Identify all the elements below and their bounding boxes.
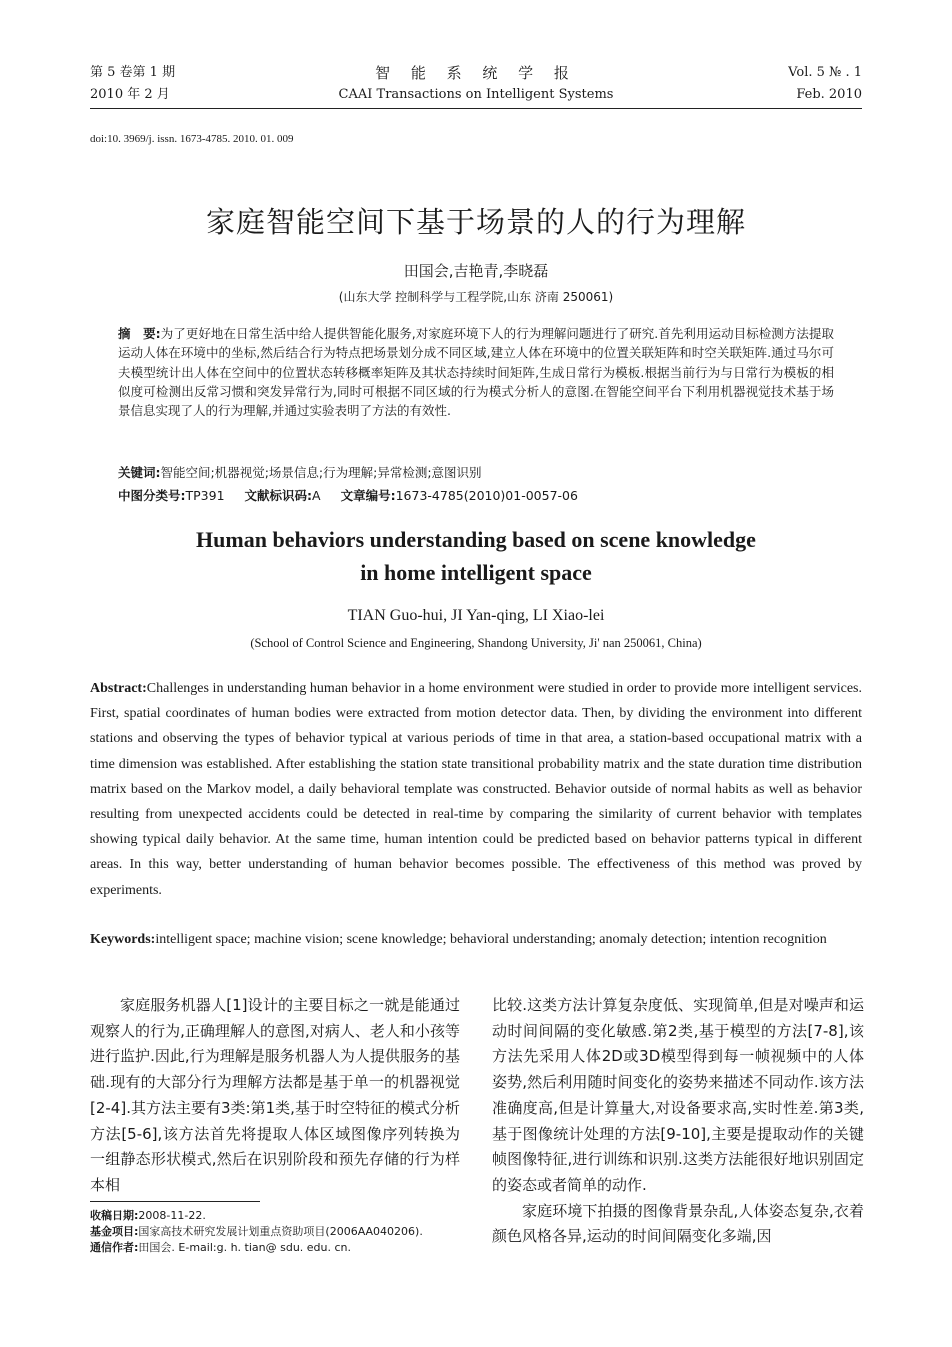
volume-en: Vol. 5 № . 1 xyxy=(788,65,862,80)
fund-value: 国家高技术研究发展计划重点资助项目(2006AA040206). xyxy=(138,1225,423,1238)
journal-name-en: CAAI Transactions on Intelligent Systems xyxy=(338,87,614,102)
abstract-en-label: Abstract: xyxy=(90,681,147,696)
body-column-left xyxy=(90,993,460,1199)
keywords-cn-text: 智能空间;机器视觉;场景信息;行为理解;异常检测;意图识别 xyxy=(160,465,482,480)
title-cn: 家庭智能空间下基于场景的人的行为理解 xyxy=(205,205,746,239)
keywords-cn-label: 关键词: xyxy=(118,465,161,480)
authors-cn: 田国会,吉艳青,李晓磊 xyxy=(403,262,549,280)
footnote-divider xyxy=(90,1201,260,1202)
abstract-cn-text: 为了更好地在日常生活中给人提供智能化服务,对家庭环境下人的行为理解问题进行了研究.首先利用运动目标检测方法提取运动人体在环境中的坐标,然后结合行为特点把场景划分成不同区域,建立人体在环境中的位置关联矩阵和时空关联矩阵.通过马尔可夫模型统计出人体在空间中的位置状态转移概率矩阵及其状态持续时间矩阵,生成日常行为模板.根据当前行为与日常行为模板的相似度可检测出反常习惯和突发异常行为,同时可根据不同区域的行为模式分析人的意图.在智能空间平台下利用机器视觉技术基于场景信息实现了人的行为理解,并通过实验表明了方法的有效性. xyxy=(118,326,835,419)
keywords-en xyxy=(90,927,862,952)
author-value: 田国会. E-mail:g. h. tian@ sdu. edu. cn. xyxy=(138,1241,352,1254)
authors-en: TIAN Guo-hui, JI Yan-qing, LI Xiao-lei xyxy=(347,607,605,624)
body-paragraph: 比较.这类方法计算复杂度低、实现简单,但是对噪声和运动时间间隔的变化敏感.第2类,基于模型的方法[7-8],该方法先采用人体2D或3D模型得到每一帧视频中的人体姿势,然后利用随时间变化的姿势来描述不同动作.该方法准确度高,但是计算量大,对设备要求高,实时性差.第3类,基于图像统计处理的方法[9-10],主要是提取动作的关键帧图像特征,进行训练和识别.这类方法能很好地识别固定的姿态或者简单的动作. xyxy=(492,996,864,1194)
footnote-fund xyxy=(90,1224,470,1240)
header-right xyxy=(788,62,862,106)
header-center xyxy=(90,62,862,106)
footnote-author xyxy=(90,1240,470,1256)
abstract-cn xyxy=(118,324,834,420)
journal-name-cn: 智 能 系 统 学 报 xyxy=(375,64,577,82)
date-cn: 2010 年 2 月 xyxy=(90,87,170,102)
footnotes xyxy=(90,1208,470,1256)
body-paragraph: 家庭环境下拍摄的图像背景杂乱,人体姿态复杂,衣着颜色风格各异,运动的时间间隔变化多端,因 xyxy=(492,1201,864,1246)
date-en: Feb. 2010 xyxy=(796,87,862,102)
body-paragraph: 家庭服务机器人[1]设计的主要目标之一就是能通过观察人的行为,正确理解人的意图,对病人、老人和小孩等进行监护.因此,行为理解是服务机器人为人提供服务的基础.现有的大部分行为理解方法都是基于单一的机器视觉[2-4].其方法主要有3类:第1类,基于时空特征的模式分析方法[5-6],该方法首先将提取人体区域图像序列转换为一组静态形状模式,然后在识别阶段和预先存储的行为样本相 xyxy=(90,996,460,1194)
clc-value: TP391 xyxy=(185,488,225,503)
abstract-en xyxy=(90,676,862,903)
article-number-value: 1673-4785(2010)01-0057-06 xyxy=(395,488,578,503)
abstract-cn-label: 摘 要: xyxy=(118,326,161,341)
author-label: 通信作者: xyxy=(90,1241,139,1254)
keywords-en-text: intelligent space; machine vision; scene knowledge; behavioral understanding; anomaly detection; intention recognition xyxy=(155,932,827,947)
received-value: 2008-11-22. xyxy=(138,1209,206,1222)
classification-cn xyxy=(118,486,834,505)
received-label: 收稿日期: xyxy=(90,1209,139,1222)
doc-code-value: A xyxy=(312,488,321,503)
affiliation-cn: (山东大学 控制科学与工程学院,山东 济南 250061) xyxy=(338,290,614,304)
footnote-received xyxy=(90,1208,470,1224)
fund-label: 基金项目: xyxy=(90,1225,139,1238)
title-en xyxy=(0,523,952,589)
keywords-cn xyxy=(118,463,834,482)
affiliation-en: (School of Control Science and Engineering, Shandong University, Ji' nan 250061, China) xyxy=(250,636,702,650)
clc-label: 中图分类号: xyxy=(118,488,186,503)
article-number-label: 文章编号: xyxy=(340,488,396,503)
abstract-en-text: Challenges in understanding human behavior in a home environment were studied in order to provide more intelligent services. First, spatial coordinates of human bodies were extracted from motion detector data. Then, by dividing the environment into different stations and observing the types of behavior typical at various periods of time in that area, a station-based occupational matrix with a time dimension was established. After establishing the station state transitional probability matrix and the state duration time distribution matrix based on the Markov model, a daily behavioral template was constructed. Behavior outside of normal habits as well as behavior resulting from unexpected accidents could be detected in real-time by comparing the similarity of current behavior with templates showing typical daily behavior. At the same time, human intention could be predicted based on behavior patterns typical in different areas. In this way, better understanding of human behavior becomes possible. The effectiveness of this method was proved by experiments. xyxy=(90,681,862,898)
doi: doi:10. 3969/j. issn. 1673-4785. 2010. 01. 009 xyxy=(90,133,294,145)
volume-issue-cn: 第 5 卷第 1 期 xyxy=(90,65,176,80)
body-column-right xyxy=(492,993,864,1250)
header-divider xyxy=(90,108,862,109)
doc-code-label: 文献标识码: xyxy=(244,488,313,503)
running-header xyxy=(90,62,862,108)
title-en-line2: in home intelligent space xyxy=(360,560,592,585)
keywords-en-label: Keywords: xyxy=(90,932,156,947)
title-en-line1: Human behaviors understanding based on scene knowledge xyxy=(196,527,756,552)
